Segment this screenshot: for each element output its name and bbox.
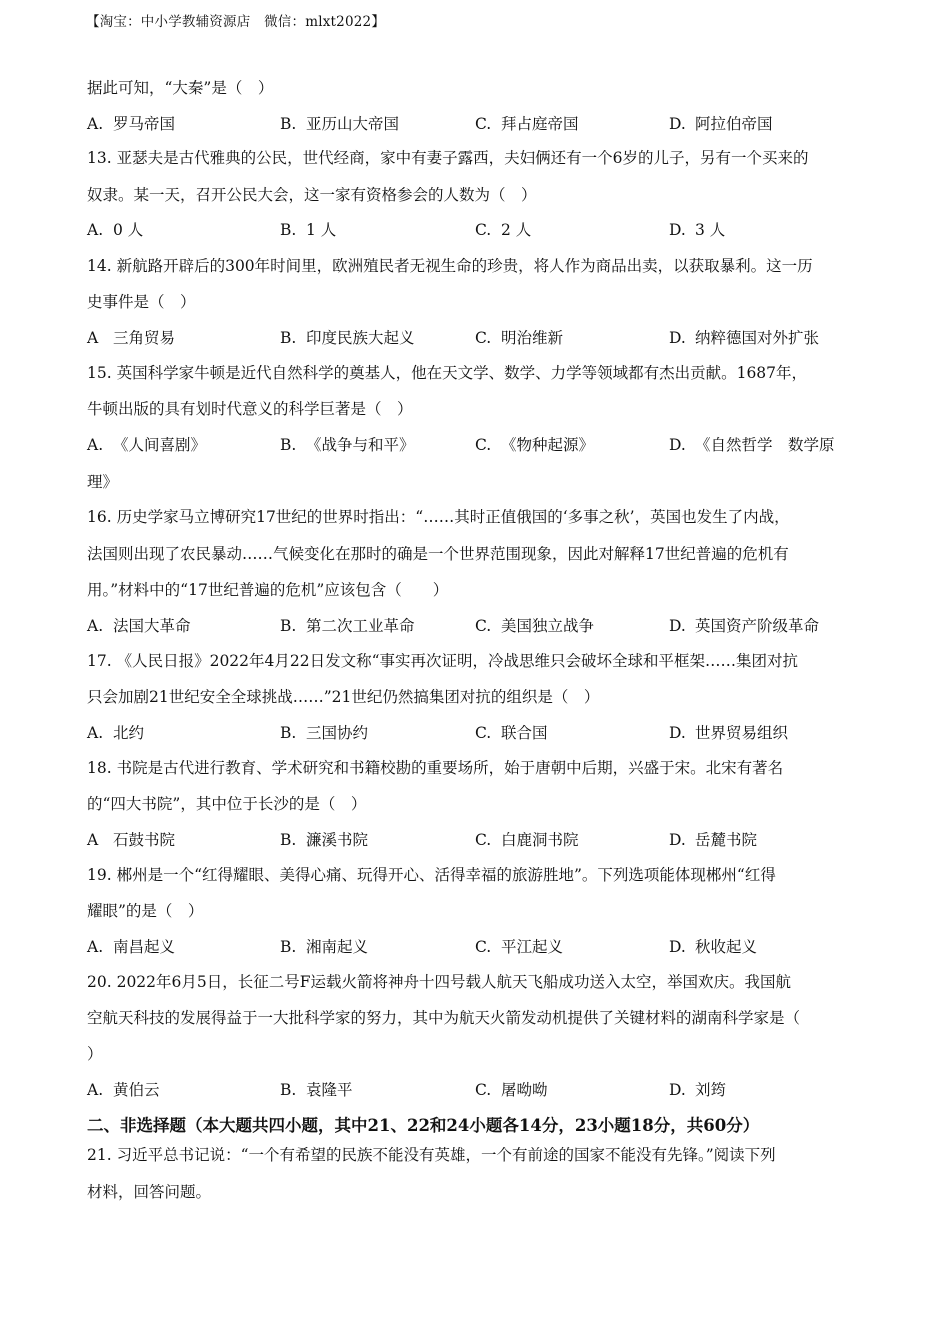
q14-option-a[interactable]: A 三角贸易 [87, 329, 176, 347]
q14-stem-line2: 史事件是（ ） [87, 293, 196, 311]
q19-stem-line1: 19. 郴州是一个“红得耀眼、美得心痛、玩得开心、活得幸福的旅游胜地”。下列选项能体现郴州“红得 [87, 866, 776, 884]
q20-stem-line3: ） [87, 1045, 103, 1063]
q16-stem-line1: 16. 历史学家马立博研究17世纪的世界时指出：“……其时正值俄国的‘多事之秋’，英国也发生了内战， [87, 508, 790, 526]
q21-stem-line2: 材料，回答问题。 [87, 1183, 212, 1201]
page-header-watermark: 【淘宝：中小学教辅资源店 微信：mlxt2022】 [86, 14, 386, 30]
q12-option-c[interactable]: C. 拜占庭帝国 [475, 115, 579, 133]
q20-stem-line2: 空航天科技的发展得益于一大批科学家的努力，其中为航天火箭发动机提供了关键材料的湖南科学家是（ [87, 1009, 801, 1027]
q16-option-c[interactable]: C. 美国独立战争 [475, 617, 595, 635]
q18-option-b[interactable]: B. 濂溪书院 [280, 831, 369, 849]
q12-options [87, 112, 887, 134]
section-heading-nonchoice: 二、非选择题（本大题共四小题，其中21、22和24小题各14分，23小题18分，共60分） [87, 1116, 760, 1135]
q17-option-d[interactable]: D. 世界贸易组织 [669, 724, 789, 742]
q17-stem-line1: 17. 《人民日报》2022年4月22日发文称“事实再次证明，冷战思维只会破坏全球和平框架……集团对抗 [87, 652, 799, 670]
q20-stem-line1: 20. 2022年6月5日，长征二号F运载火箭将神舟十四号载人航天飞船成功送入太空，举国欢庆。我国航 [87, 973, 792, 991]
q13-option-a[interactable]: A. 0 人 [87, 221, 144, 239]
q17-option-c[interactable]: C. 联合国 [475, 724, 548, 742]
q17-stem-line2: 只会加剧21世纪安全全球挑战……”21世纪仍然搞集团对抗的组织是（ ） [87, 688, 600, 706]
q16-option-a[interactable]: A. 法国大革命 [87, 617, 191, 635]
q16-options [87, 614, 887, 636]
q20-options [87, 1078, 887, 1100]
q13-option-b[interactable]: B. 1 人 [280, 221, 337, 239]
q15-stem-line2: 牛顿出版的具有划时代意义的科学巨著是（ ） [87, 400, 413, 418]
q13-option-c[interactable]: C. 2 人 [475, 221, 532, 239]
q19-options [87, 935, 887, 957]
q17-options [87, 721, 887, 743]
q16-option-d[interactable]: D. 英国资产阶级革命 [669, 617, 820, 635]
q19-option-b[interactable]: B. 湘南起义 [280, 938, 369, 956]
q14-option-c[interactable]: C. 明治维新 [475, 329, 564, 347]
q13-option-d[interactable]: D. 3 人 [669, 221, 726, 239]
q18-stem-line2: 的“四大书院”，其中位于长沙的是（ ） [87, 795, 367, 813]
q13-options [87, 218, 887, 240]
q19-option-d[interactable]: D. 秋收起义 [669, 938, 758, 956]
q12-option-d[interactable]: D. 阿拉伯帝国 [669, 115, 773, 133]
q12-option-b[interactable]: B. 亚历山大帝国 [280, 115, 400, 133]
q20-option-a[interactable]: A. 黄伯云 [87, 1081, 160, 1099]
q19-stem-line2: 耀眼”的是（ ） [87, 902, 204, 920]
q16-stem-line3: 用。”材料中的“17世纪普遍的危机”应该包含（ ） [87, 581, 449, 599]
q21-stem-line1: 21. 习近平总书记说：“一个有希望的民族不能没有英雄，一个有前途的国家不能没有先锋。”阅读下列 [87, 1146, 776, 1164]
q15-option-d[interactable]: D. 《自然哲学 数学原 [669, 436, 835, 454]
q19-option-c[interactable]: C. 平江起义 [475, 938, 564, 956]
q18-stem-line1: 18. 书院是古代进行教育、学术研究和书籍校勘的重要场所，始于唐朝中后期，兴盛于宋。北宋有著名 [87, 759, 784, 777]
q20-option-d[interactable]: D. 刘筠 [669, 1081, 727, 1099]
q18-option-a[interactable]: A 石鼓书院 [87, 831, 176, 849]
q14-stem-line1: 14. 新航路开辟后的300年时间里，欧洲殖民者无视生命的珍贵，将人作为商品出卖，以获取暴利。这一历 [87, 257, 813, 275]
q16-option-b[interactable]: B. 第二次工业革命 [280, 617, 415, 635]
q17-option-b[interactable]: B. 三国协约 [280, 724, 369, 742]
q15-options [87, 433, 887, 455]
q18-option-c[interactable]: C. 白鹿洞书院 [475, 831, 579, 849]
q15-stem-line1: 15. 英国科学家牛顿是近代自然科学的奠基人，他在天文学、数学、力学等领域都有杰出贡献。1687年， [87, 364, 808, 382]
q14-option-d[interactable]: D. 纳粹德国对外扩张 [669, 329, 820, 347]
q13-stem-line2: 奴隶。某一天，召开公民大会，这一家有资格参会的人数为（ ） [87, 186, 537, 204]
q20-option-b[interactable]: B. 袁隆平 [280, 1081, 353, 1099]
q17-option-a[interactable]: A. 北约 [87, 724, 145, 742]
q15-option-c[interactable]: C. 《物种起源》 [475, 436, 595, 454]
q14-options [87, 326, 887, 348]
q15-option-a[interactable]: A. 《人间喜剧》 [87, 436, 207, 454]
q12-option-a[interactable]: A. 罗马帝国 [87, 115, 176, 133]
q13-stem-line1: 13. 亚瑟夫是古代雅典的公民，世代经商，家中有妻子露西，夫妇俩还有一个6岁的儿子，另有一个买来的 [87, 149, 809, 167]
q19-option-a[interactable]: A. 南昌起义 [87, 938, 176, 956]
q18-options [87, 828, 887, 850]
q12-stem: 据此可知，“大秦”是（ ） [87, 79, 274, 97]
q18-option-d[interactable]: D. 岳麓书院 [669, 831, 758, 849]
q15-option-d-wrap: 理》 [87, 473, 119, 491]
q14-option-b[interactable]: B. 印度民族大起义 [280, 329, 415, 347]
q16-stem-line2: 法国则出现了农民暴动……气候变化在那时的确是一个世界范围现象，因此对解释17世纪普遍的危机有 [87, 545, 789, 563]
q20-option-c[interactable]: C. 屠呦呦 [475, 1081, 548, 1099]
q15-option-b[interactable]: B. 《战争与和平》 [280, 436, 415, 454]
